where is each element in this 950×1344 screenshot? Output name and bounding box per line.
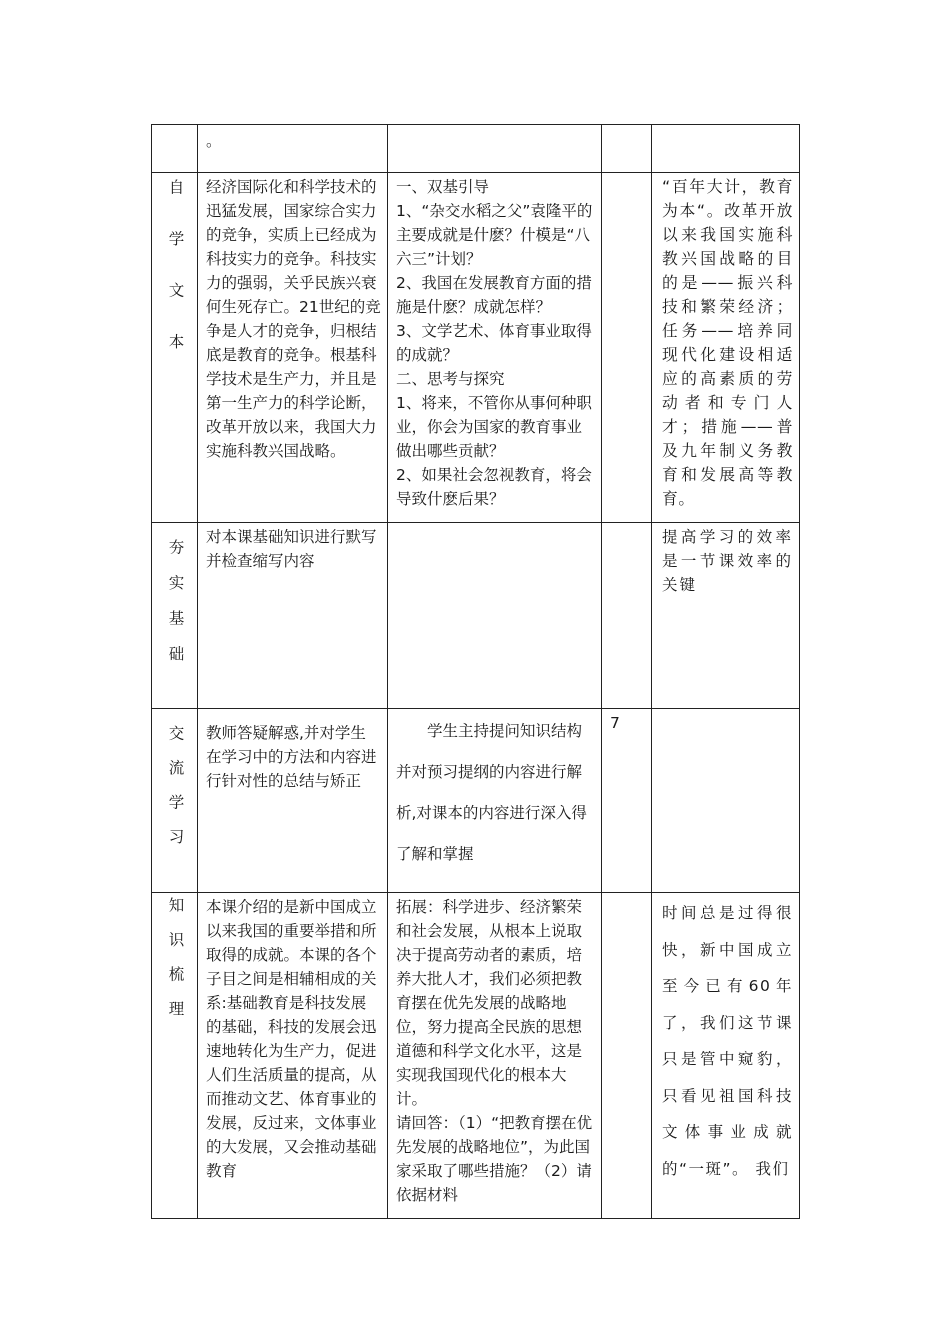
time-cell [602,173,652,523]
time-cell [602,893,652,1219]
row-label: 知识梳理 [166,897,185,1035]
row-label-cell [152,523,198,709]
row-label: 夯实基础 [166,539,185,681]
row-label-cell [152,709,198,893]
content-cell [198,125,388,173]
content-cell: 对本课基础知识进行默写并检查缩写内容 [198,523,388,709]
row-label: 交流学习 [166,725,185,863]
activity-cell: 学生主持提问知识结构并对预习提纲的内容进行解析,对课本的内容进行深入得了解和掌握 [388,709,602,893]
lesson-plan-table [151,124,800,1219]
content-cell: 经济国际化和科学技术的迅猛发展，国家综合实力的竞争，实质上已经成为科技实力的竞争。科技实力的强弱，关乎民族兴衰何生死存亡。21世纪的竞争是人才的竞争，归根结底是教育的竞争。根基科学技术是生产力，并且是第一生产力的科学论断，改革开放以来，我国大力实施科教兴国战略。 [198,173,388,523]
content-cell: 本课介绍的是新中国成立以来我国的重要举措和所取得的成就。本课的各个子目之间是相辅相成的关系:基础教育是科技发展的基础，科技的发展会迅速地转化为生产力，促进人们生活质量的提高，从而推动文艺、体育事业的发展，反过来，文体事业的大发展，又会推动基础教育 [198,893,388,1219]
note-cell: 提高学习的效率是一节课效率的关键 [652,523,800,709]
time-cell: 7 [602,709,652,893]
table-row [152,523,800,709]
time-cell [602,125,652,173]
table-row [152,173,800,523]
row-label-cell [152,893,198,1219]
note-cell: 时间总是过得很快，新中国成立至今已有60年了，我们这节课只是管中窥豹，只看见祖国科技文体事业成就的“一斑”。 我们 [652,893,800,1219]
note-cell [652,125,800,173]
table-row [152,893,800,1219]
time-cell [602,523,652,709]
content-cell: 教师答疑解惑,并对学生在学习中的方法和内容进行针对性的总结与矫正 [198,709,388,893]
note-cell: “百年大计，教育为本“。改革开放以来我国实施科教兴国战略的目的是——振兴科技和繁荣经济；任务——培养同现代化建设相适应的高素质的劳动者和专门人才；措施——普及九年制义务教育和发展高等教育。 [652,173,800,523]
activity-cell [388,125,602,173]
row-label-cell [152,173,198,523]
row-label: 自学文本 [166,179,185,385]
note-cell [652,709,800,893]
row-label-cell [152,125,198,173]
activity-cell [388,523,602,709]
table-row [152,125,800,173]
content-text: 。 [206,132,222,150]
table-row [152,709,800,893]
activity-cell: 一、双基引导 1、“杂交水稻之父”袁隆平的主要成就是什麽？什模是“八六三”计划？ 2、我国在发展教育方面的措施是什麽？成就怎样？ 3、文学艺术、体育事业取得的成就？ 二、思考与探究 1、将来，不管你从事何种职业，你会为国家的教育事业做出哪些贡献？ 2、如果社会忽视教育，将会导致什麽后果？ [388,173,602,523]
activity-cell: 拓展：科学进步、经济繁荣和社会发展，从根本上说取决于提高劳动者的素质，培养大批人才，我们必须把教育摆在优先发展的战略地位，努力提高全民族的思想道德和科学文化水平，这是实现我国现代化的根本大计。 请回答：（1）“把教育摆在优先发展的战略地位”，为此国家采取了哪些措施？（2）请依据材料 [388,893,602,1219]
